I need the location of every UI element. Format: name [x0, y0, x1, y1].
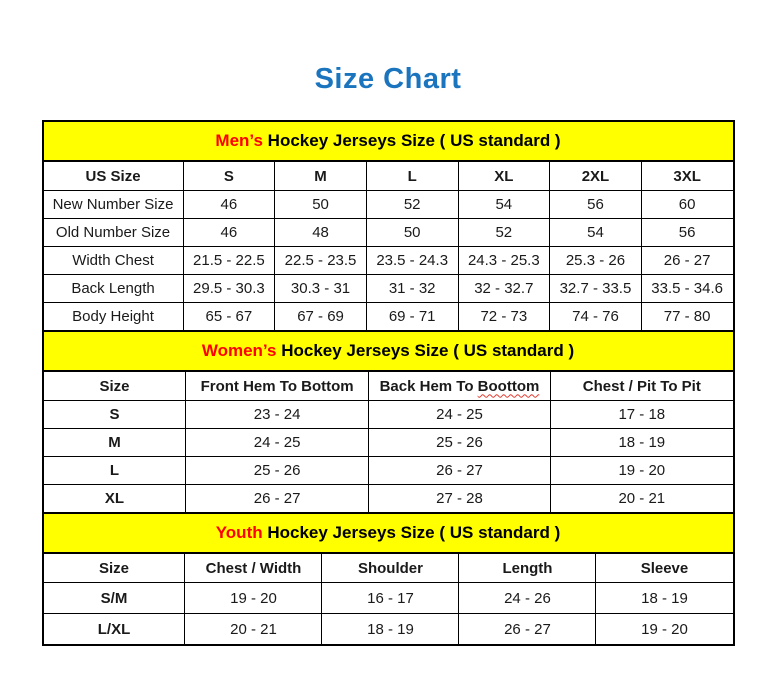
- cell-value: 77 - 80: [641, 303, 732, 331]
- youth-band: [44, 512, 733, 554]
- column-header: Front Hem To Bottom: [186, 372, 368, 401]
- womens-size-table: [44, 372, 733, 512]
- cell-value: 20 - 21: [551, 485, 733, 513]
- column-header: Back Hem To Boottom: [368, 372, 550, 401]
- cell-value: 17 - 18: [551, 401, 733, 429]
- cell-value: 25 - 26: [368, 429, 550, 457]
- table-row: [44, 614, 733, 645]
- table-row: [44, 457, 733, 485]
- column-header: L: [366, 162, 458, 191]
- cell-value: 23.5 - 24.3: [366, 247, 458, 275]
- cell-value: 19 - 20: [185, 583, 322, 614]
- cell-value: 26 - 27: [186, 485, 368, 513]
- column-header: S: [183, 162, 275, 191]
- cell-value: 24 - 25: [368, 401, 550, 429]
- misspelled-word: Boottom: [477, 377, 540, 395]
- cell-value: 22.5 - 23.5: [275, 247, 367, 275]
- column-header: Sleeve: [596, 554, 733, 583]
- column-header: 3XL: [641, 162, 732, 191]
- cell-value: 25 - 26: [186, 457, 368, 485]
- cell-value: 24.3 - 25.3: [458, 247, 550, 275]
- column-header: M: [275, 162, 367, 191]
- cell-value: 56: [550, 191, 642, 219]
- column-header: Length: [459, 554, 596, 583]
- row-label: Width Chest: [44, 247, 184, 275]
- youth-band-text: Hockey Jerseys Size ( US standard ): [262, 523, 561, 542]
- cell-value: 27 - 28: [368, 485, 550, 513]
- table-row: [44, 429, 733, 457]
- cell-value: 65 - 67: [183, 303, 275, 331]
- row-label: L: [44, 457, 186, 485]
- cell-value: 26 - 27: [641, 247, 732, 275]
- mens-band: [44, 122, 733, 162]
- row-label: XL: [44, 485, 186, 513]
- row-label: New Number Size: [44, 191, 184, 219]
- section-womens: [44, 330, 733, 512]
- cell-value: 56: [641, 219, 732, 247]
- row-label: S/M: [44, 583, 185, 614]
- cell-value: 32.7 - 33.5: [550, 275, 642, 303]
- row-label: Body Height: [44, 303, 184, 331]
- column-header: Size: [44, 554, 185, 583]
- row-label: S: [44, 401, 186, 429]
- table-row: [44, 191, 733, 219]
- column-header: Shoulder: [322, 554, 459, 583]
- cell-value: 26 - 27: [459, 614, 596, 645]
- cell-value: 52: [458, 219, 550, 247]
- cell-value: 74 - 76: [550, 303, 642, 331]
- cell-value: 26 - 27: [368, 457, 550, 485]
- cell-value: 54: [458, 191, 550, 219]
- column-header: XL: [458, 162, 550, 191]
- header-row: [44, 372, 733, 401]
- cell-value: 50: [275, 191, 367, 219]
- cell-value: 29.5 - 30.3: [183, 275, 275, 303]
- womens-band: [44, 330, 733, 372]
- cell-value: 24 - 26: [459, 583, 596, 614]
- cell-value: 24 - 25: [186, 429, 368, 457]
- cell-value: 31 - 32: [366, 275, 458, 303]
- table-row: [44, 401, 733, 429]
- table-row: [44, 247, 733, 275]
- womens-band-highlight: Women’s: [201, 341, 277, 360]
- cell-value: 46: [183, 219, 275, 247]
- size-chart-table-group: [42, 120, 735, 646]
- cell-value: 18 - 19: [551, 429, 733, 457]
- cell-value: 60: [641, 191, 732, 219]
- row-label: M: [44, 429, 186, 457]
- cell-value: 23 - 24: [186, 401, 368, 429]
- cell-value: 32 - 32.7: [458, 275, 550, 303]
- column-header: 2XL: [550, 162, 642, 191]
- cell-value: 50: [366, 219, 458, 247]
- row-label: L/XL: [44, 614, 185, 645]
- cell-value: 19 - 20: [551, 457, 733, 485]
- youth-band-highlight: Youth: [215, 523, 263, 542]
- column-header: Chest / Pit To Pit: [551, 372, 733, 401]
- section-youth: [44, 512, 733, 644]
- cell-value: 20 - 21: [185, 614, 322, 645]
- cell-value: 18 - 19: [322, 614, 459, 645]
- cell-value: 46: [183, 191, 275, 219]
- youth-size-table: [44, 554, 733, 644]
- cell-value: 19 - 20: [596, 614, 733, 645]
- table-row: [44, 485, 733, 513]
- table-row: [44, 303, 733, 331]
- cell-value: 54: [550, 219, 642, 247]
- page-title: Size Chart: [314, 63, 462, 95]
- cell-value: 69 - 71: [366, 303, 458, 331]
- mens-size-table: [44, 162, 733, 330]
- header-row: [44, 554, 733, 583]
- row-label: Back Length: [44, 275, 184, 303]
- cell-value: 25.3 - 26: [550, 247, 642, 275]
- column-header: Size: [44, 372, 186, 401]
- mens-band-text: Hockey Jerseys Size ( US standard ): [262, 131, 561, 150]
- header-row: [44, 162, 733, 191]
- table-row: [44, 219, 733, 247]
- cell-value: 21.5 - 22.5: [183, 247, 275, 275]
- table-row: [44, 583, 733, 614]
- column-header: US Size: [44, 162, 184, 191]
- table-row: [44, 275, 733, 303]
- cell-value: 18 - 19: [596, 583, 733, 614]
- cell-value: 33.5 - 34.6: [641, 275, 732, 303]
- cell-value: 67 - 69: [275, 303, 367, 331]
- cell-value: 72 - 73: [458, 303, 550, 331]
- womens-band-text: Hockey Jerseys Size ( US standard ): [276, 341, 575, 360]
- cell-value: 48: [275, 219, 367, 247]
- cell-value: 52: [366, 191, 458, 219]
- cell-value: 30.3 - 31: [275, 275, 367, 303]
- column-header: Chest / Width: [185, 554, 322, 583]
- section-mens: [44, 122, 733, 330]
- mens-band-highlight: Men’s: [215, 131, 263, 150]
- row-label: Old Number Size: [44, 219, 184, 247]
- cell-value: 16 - 17: [322, 583, 459, 614]
